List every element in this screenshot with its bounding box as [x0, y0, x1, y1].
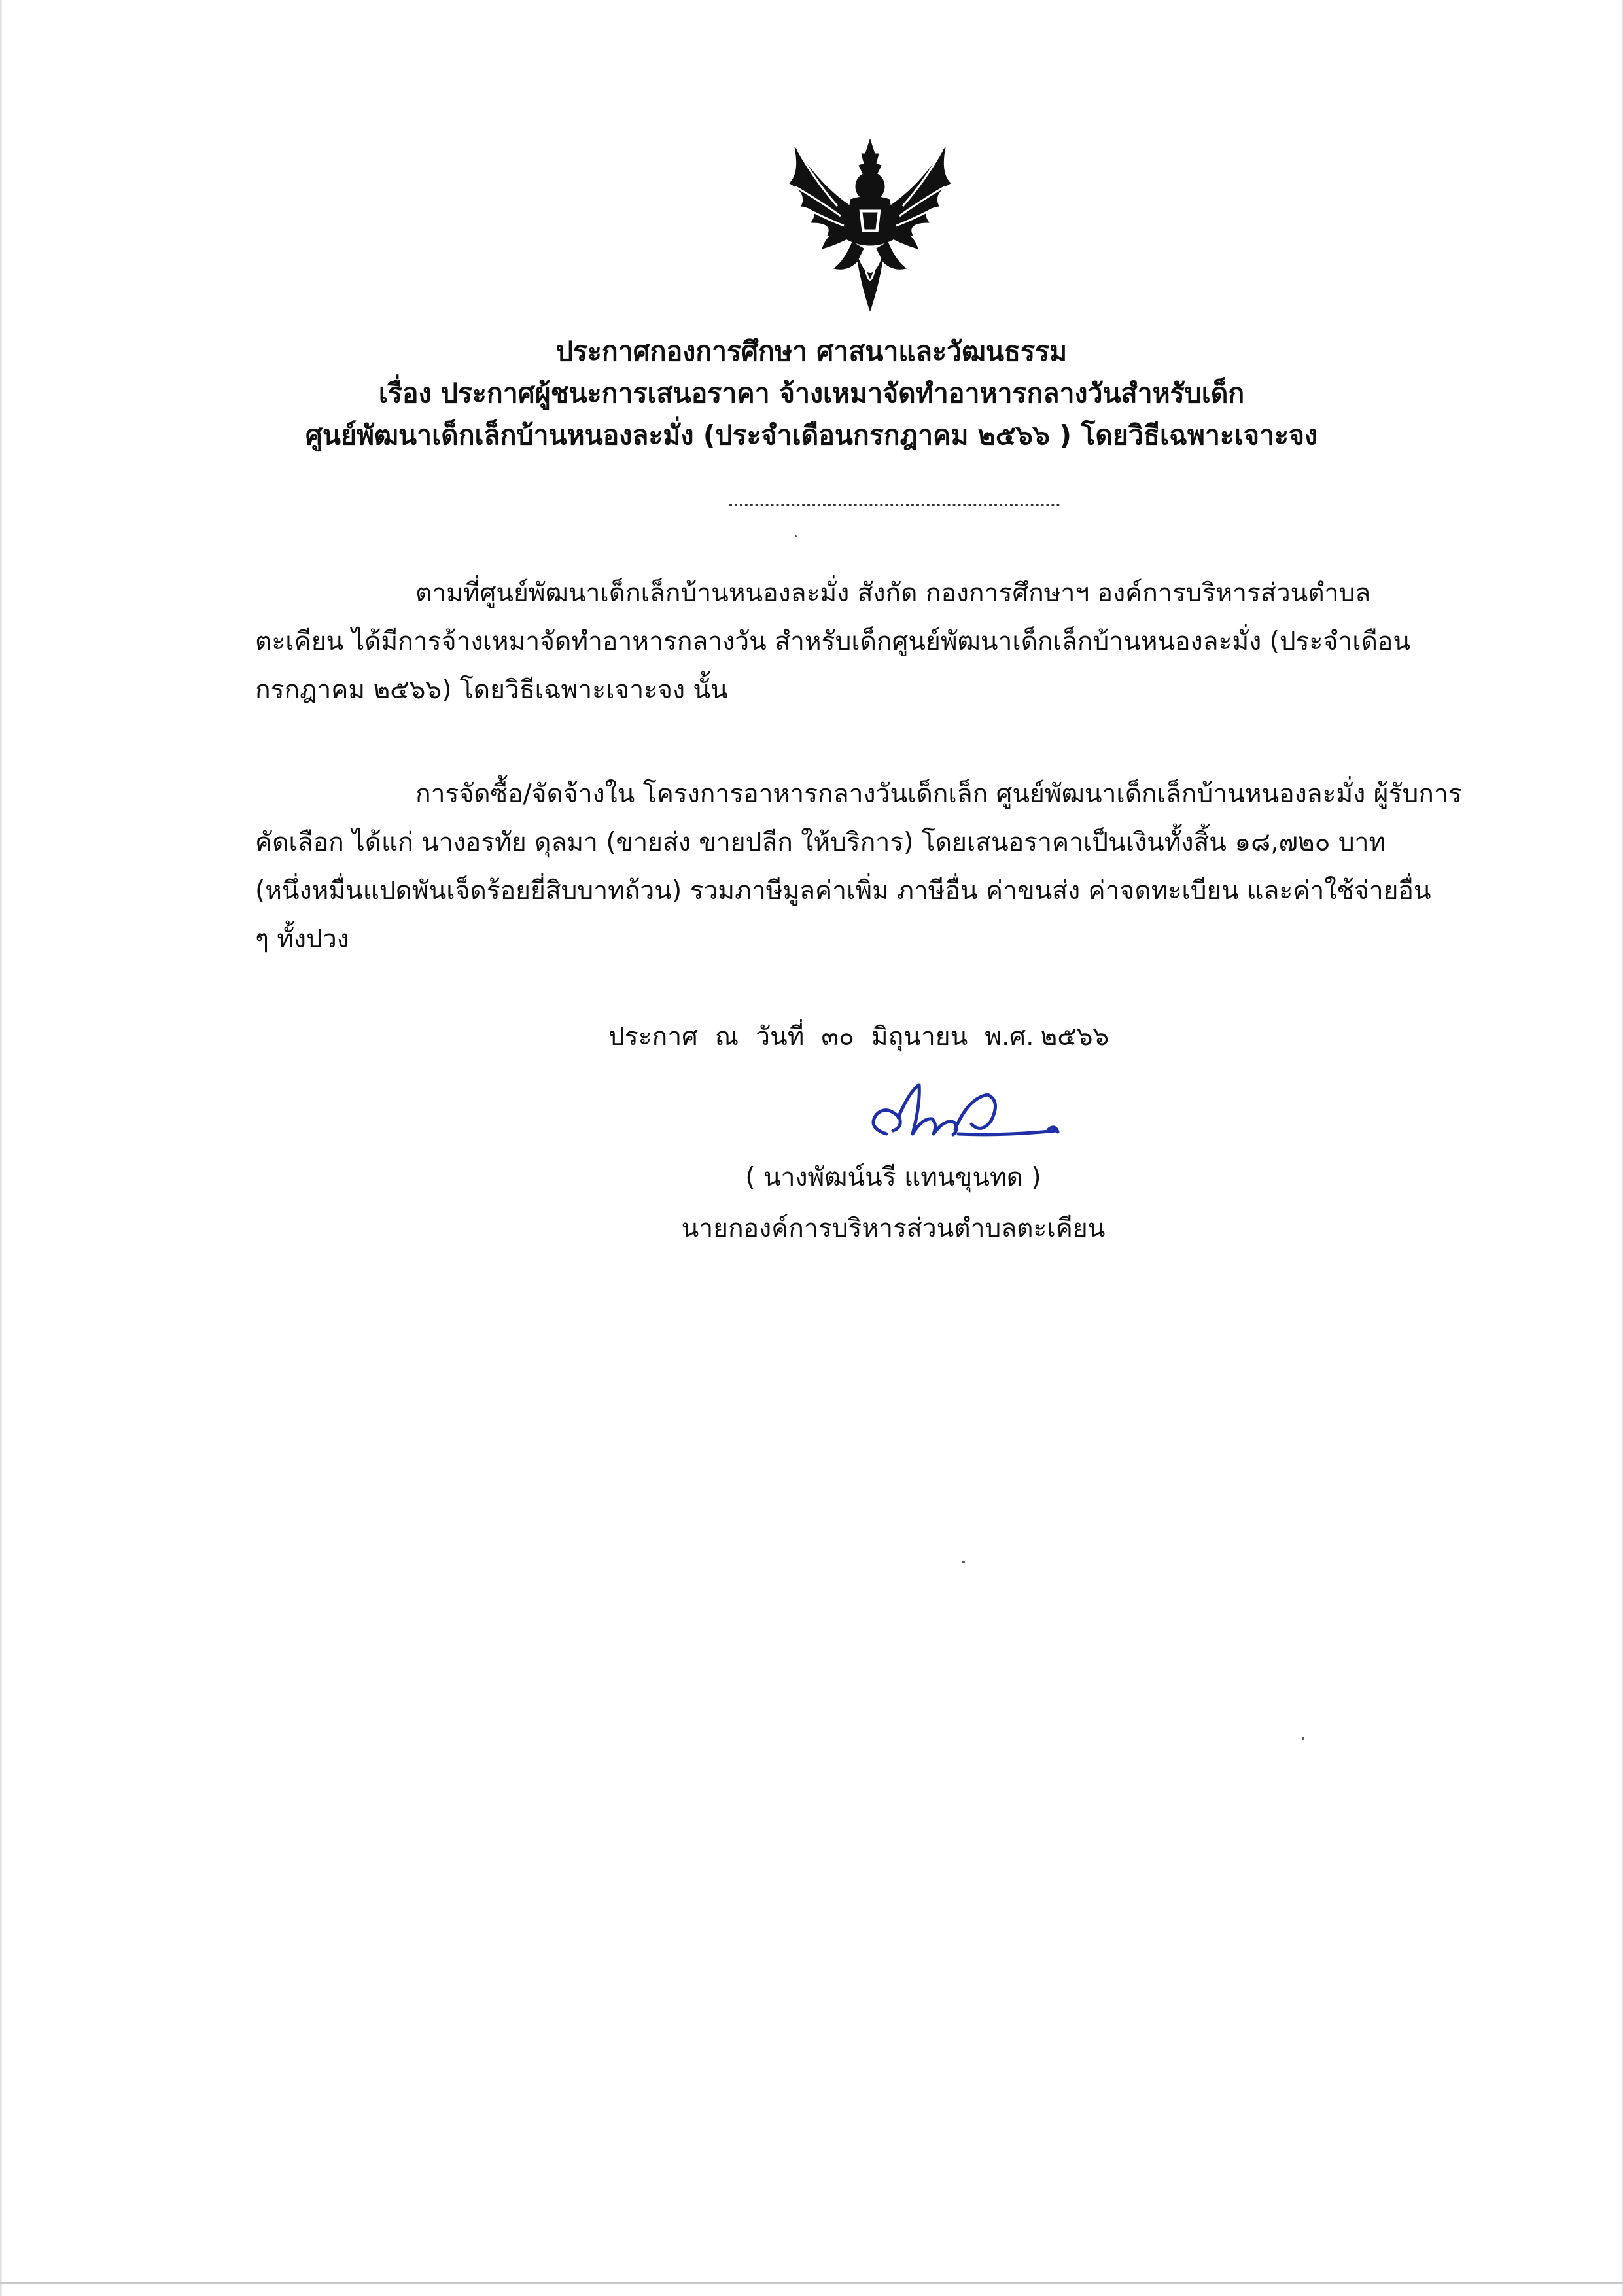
day-label: วันที่ — [756, 1022, 805, 1051]
handwritten-signature — [847, 1072, 1070, 1150]
dotted-divider — [729, 504, 1060, 506]
paragraph-line: กรกฎาคม ๒๕๖๖) โดยวิธีเฉพาะเจาะจง นั้น — [255, 675, 728, 705]
announce-prefix: ประกาศ — [608, 1022, 698, 1051]
subject-line: เรื่อง ประกาศผู้ชนะการเสนอราคา จ้างเหมาจัดทำอาหารกลางวันสำหรับเด็ก — [378, 378, 1245, 409]
announce-at: ณ — [714, 1022, 739, 1051]
title-line: ประกาศกองการศึกษา ศาสนาและวัฒนธรรม — [555, 336, 1068, 367]
document-title — [0, 330, 1623, 456]
paragraph-line: (หนึ่งหมื่นแปดพันเจ็ดร้อยยี่สิบบาทถ้วน) รวมภาษีมูลค่าเพิ่ม ภาษีอื่น ค่าขนส่ง ค่าจดทะเบียน และค่าใช้จ่ายอื่น — [255, 876, 1431, 906]
garuda-emblem-icon — [782, 134, 958, 317]
scan-speck — [1302, 1737, 1304, 1740]
paragraph-line: ตะเคียน ได้มีการจ้างเหมาจัดทำอาหารกลางวัน สำหรับเด็กศูนย์พัฒนาเด็กเล็กบ้านหนองละมั่ง (ประจำเดือน — [255, 627, 1410, 656]
paragraph-line: การจัดซื้อ/จัดจ้างใน โครงการอาหารกลางวันเด็กเล็ก ศูนย์พัฒนาเด็กเล็กบ้านหนองละมั่ง ผู้รับการ — [415, 779, 1462, 809]
subject-line: ศูนย์พัฒนาเด็กเล็กบ้านหนองละมั่ง (ประจำเดือนกรกฎาคม ๒๕๖๖ ) โดยวิธีเฉพาะเจาะจง — [305, 419, 1318, 451]
paragraph-line: คัดเลือก ได้แก่ นางอรทัย ดุลมา (ขายส่ง ขายปลีก ให้บริการ) โดยเสนอราคาเป็นเงินทั้งสิ้น ๑๘,๗๒๐ บาท — [255, 828, 1386, 857]
scan-edge — [0, 2282, 1623, 2284]
month-value: มิถุนายน — [871, 1022, 968, 1051]
scan-speck — [962, 1561, 965, 1563]
paragraph-award — [255, 770, 1524, 964]
day-value: ๓๐ — [821, 1022, 854, 1051]
announcement-date — [608, 1017, 1126, 1057]
paragraph-background — [255, 569, 1524, 715]
paragraph-line: ๆ ทั้งปวง — [255, 925, 349, 954]
era-label: พ.ศ. — [985, 1022, 1034, 1051]
signer-position: นายกองค์การบริหารส่วนตำบลตะเคียน — [681, 1214, 1106, 1243]
signer-name: ( นางพัฒน์นรี แทนขุนทด ) — [745, 1163, 1041, 1192]
scan-speck — [795, 535, 797, 537]
year-value: ๒๕๖๖ — [1040, 1022, 1109, 1051]
paragraph-line: ตามที่ศูนย์พัฒนาเด็กเล็กบ้านหนองละมั่ง สังกัด กองการศึกษาฯ องค์การบริหารส่วนตำบล — [415, 578, 1371, 608]
